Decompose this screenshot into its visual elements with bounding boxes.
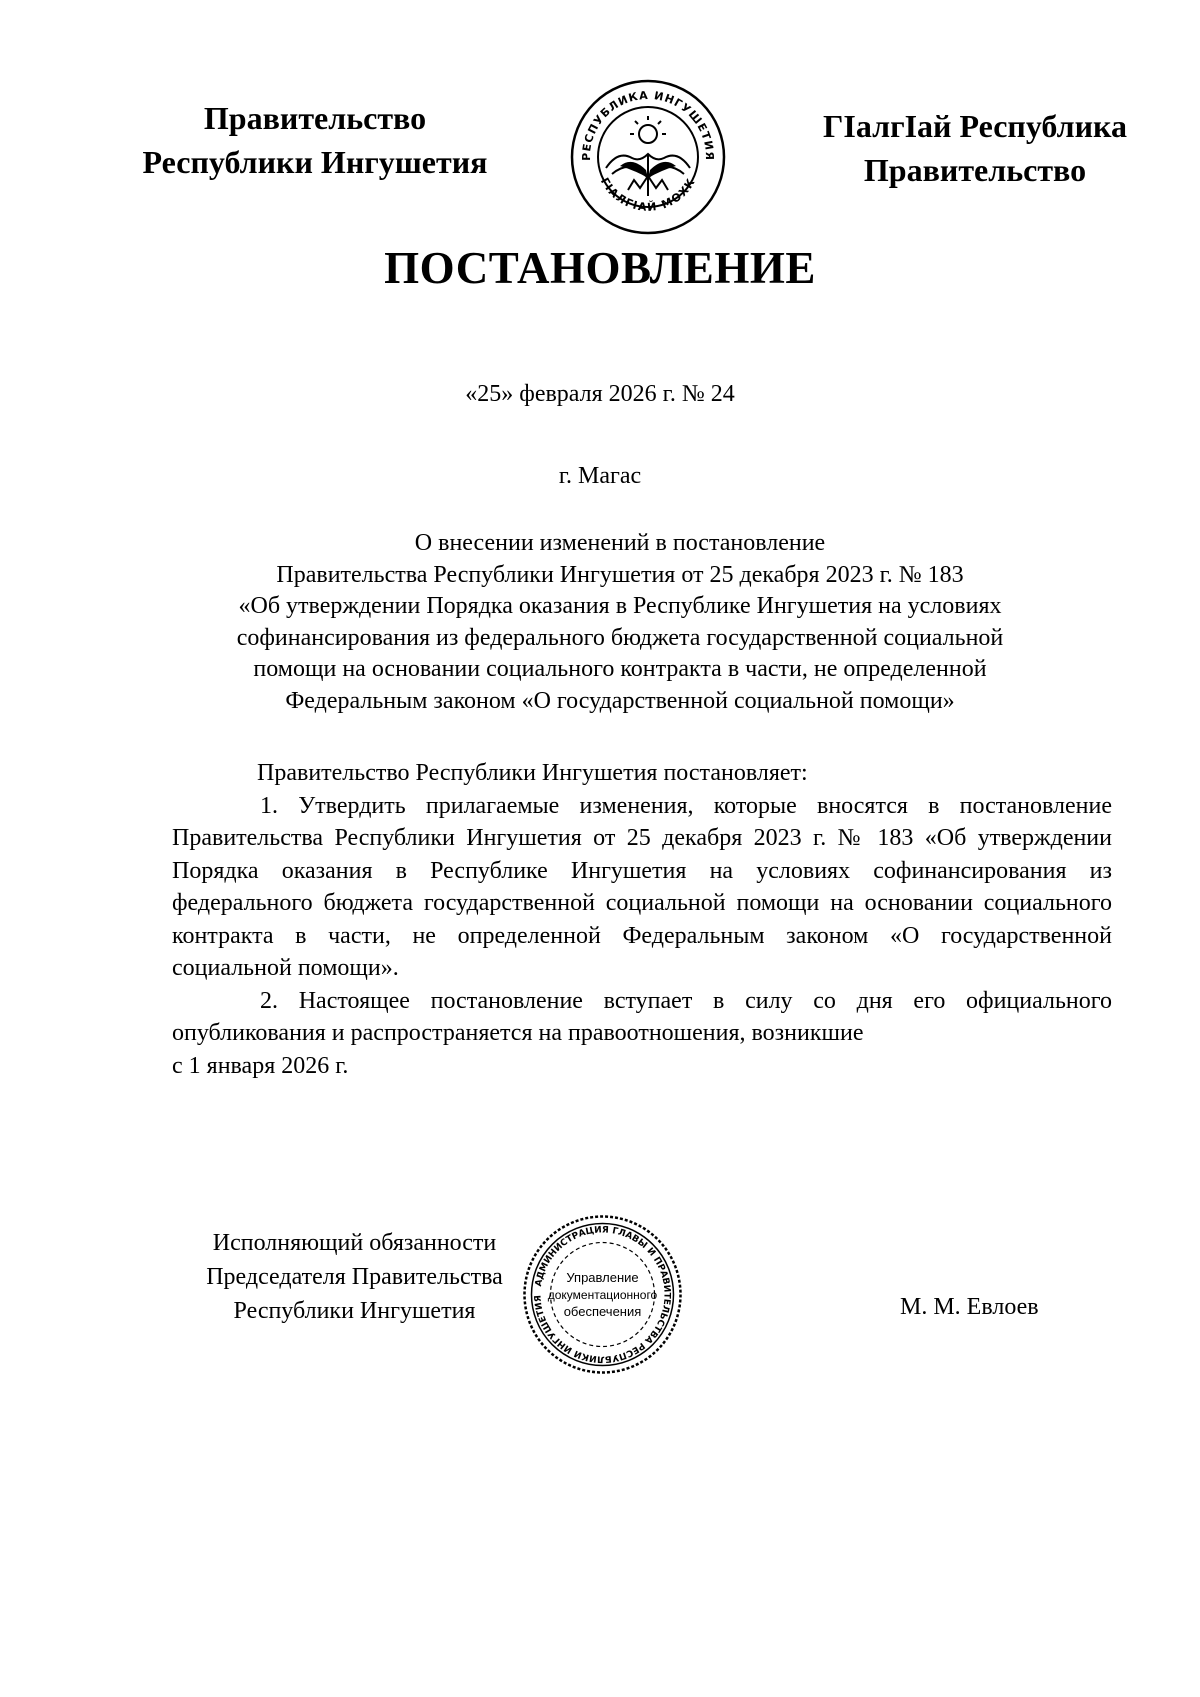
title-line: О внесении изменений в постановление — [414, 530, 826, 556]
svg-text:ГIАЛГIАЙ МОХК: ГIАЛГIАЙ МОХК — [597, 175, 699, 214]
document-title — [180, 528, 1060, 717]
header-left-line-2: Республики Ингушетия — [142, 144, 488, 180]
title-line: помощи на основании социального контракта в части, не определенной — [253, 656, 987, 682]
svg-text:АДМИНИСТРАЦИЯ ГЛАВЫ И ПРАВИТЕЛ: АДМИНИСТРАЦИЯ ГЛАВЫ И ПРАВИТЕЛЬСТВА РЕСПУБЛИКИ ИНГУШЕТИЯ — [533, 1225, 672, 1364]
signatory-position — [172, 1226, 537, 1328]
document-city: г. Магас — [558, 463, 642, 489]
item-2-text: 2. Настоящее постановление вступает в силу со дня его официального опубликования и распространяется на правоотношения, возникшие — [172, 987, 1112, 1046]
header-left-line-1: Правительство — [203, 100, 427, 136]
header-right-line-2: Правительство — [863, 152, 1087, 188]
title-line: софинансирования из федерального бюджета государственной социальной — [236, 624, 1004, 651]
item-1 — [172, 790, 1112, 985]
header-right-line-1: ГIалгIай Республика — [823, 108, 1127, 144]
document-body — [172, 757, 1112, 1082]
title-line: Правительства Республики Ингушетия от 25 декабря 2023 г. № 183 — [276, 561, 964, 588]
item-2 — [172, 985, 1112, 1050]
header-right — [780, 104, 1170, 192]
document-date-number: «25» февраля 2026 г. № 24 — [465, 381, 735, 407]
position-line: Исполняющий обязанности — [212, 1230, 497, 1256]
stamp-line-3: обеспечения — [563, 1304, 642, 1319]
stamp-line-1: Управление — [566, 1270, 639, 1285]
item-1-text: 1. Утвердить прилагаемые изменения, которые вносятся в постановление Правительства Республики Ингушетия от 25 декабря 2023 г. № 183 «Об утверждении Порядка оказания в Республике Ингушетия на условиях софинансирования из федерального бюджета государственной социальной помощи на основании социального контракта в части, не определенной Федеральным законом «О государственной социальной помощи». — [172, 792, 1112, 981]
title-line: «Об утверждении Порядка оказания в Республике Ингушетия на условиях — [238, 593, 1002, 619]
position-line: Республики Ингушетия — [233, 1298, 476, 1324]
stamp-line-2: документационного — [547, 1288, 658, 1302]
republic-emblem-icon — [568, 78, 728, 236]
official-stamp-icon — [520, 1212, 685, 1377]
preamble: Правительство Республики Ингушетия постановляет: — [257, 760, 808, 786]
header-left — [100, 96, 530, 184]
position-line: Председателя Правительства — [206, 1264, 503, 1290]
signatory-name: М. М. Евлоев — [900, 1294, 1039, 1320]
title-line: Федеральным законом «О государственной социальной помощи» — [285, 687, 955, 714]
document-type: ПОСТАНОВЛЕНИЕ — [384, 243, 816, 293]
svg-text:РЕСПУБЛИКА ИНГУШЕТИЯ: РЕСПУБЛИКА ИНГУШЕТИЯ — [579, 88, 717, 161]
item-2-tail: с 1 января 2026 г. — [172, 1052, 349, 1079]
